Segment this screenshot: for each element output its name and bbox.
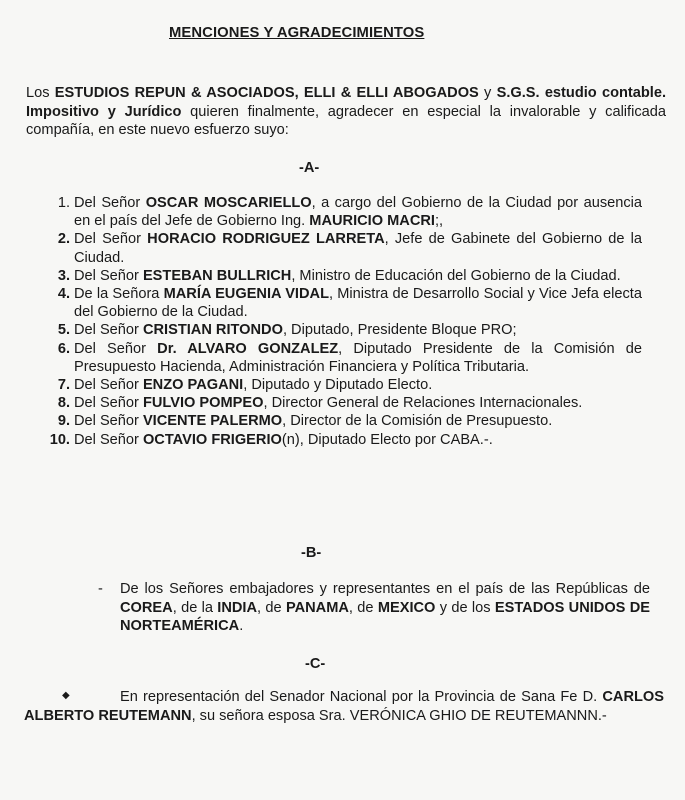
item-text: Del Señor xyxy=(74,322,143,339)
bullet-mark: ◆ xyxy=(62,690,70,701)
item-text: Del Señor xyxy=(74,195,146,211)
intro-text-3: quieren finalmente, agradecer en especial la invalorable y calificada compañía, en este nuevo esfuerzo suyo: xyxy=(26,103,666,138)
intro-firms: ESTUDIOS REPUN & ASOCIADOS, ELLI & ELLI ABOGADOS xyxy=(54,85,479,101)
section-b-heading: -B- xyxy=(301,545,322,561)
item-text: Del Señor xyxy=(74,413,143,430)
section-b-text: y de los xyxy=(435,599,495,616)
list-item xyxy=(22,431,672,449)
country-name: COREA xyxy=(120,599,173,616)
item-number: 4. xyxy=(57,286,70,303)
item-text: ;, xyxy=(434,213,444,230)
list-item xyxy=(22,285,672,321)
item-name: FULVIO POMPEO xyxy=(142,395,264,412)
section-c-paragraph xyxy=(24,688,664,726)
item-name-2: MAURICIO MACRI xyxy=(309,213,435,230)
intro-text-2: y xyxy=(478,85,497,101)
item-name: OCTAVIO FRIGERIO xyxy=(142,431,282,448)
item-number: 2. xyxy=(57,231,70,248)
item-name: ESTEBAN BULLRICH xyxy=(142,267,292,284)
item-text: , Director General de Relaciones Internacionales. xyxy=(263,395,583,412)
item-name: ENZO PAGANI xyxy=(142,377,244,394)
section-b-text: , de xyxy=(348,599,378,616)
item-number: 5. xyxy=(57,322,70,339)
document-title: MENCIONES Y AGRADECIMIENTOS xyxy=(169,25,425,41)
section-b-text: , de la xyxy=(172,599,218,616)
item-text: , Diputado y Diputado Electo. xyxy=(243,377,433,394)
list-item xyxy=(22,394,672,412)
item-number: 8. xyxy=(57,395,70,412)
item-text: (n), Diputado Electo por CABA.-. xyxy=(281,431,493,448)
section-b-paragraph xyxy=(98,580,650,636)
item-text: Del Señor xyxy=(74,231,148,248)
section-a-heading: -A- xyxy=(299,160,320,176)
item-number: 9. xyxy=(57,413,70,430)
item-text: , a cargo del Gobierno de la Ciudad por ausencia en el país del Jefe de Gobierno Ing. xyxy=(74,195,642,230)
item-text: Del Señor xyxy=(74,267,143,284)
item-name: OSCAR MOSCARIELLO xyxy=(145,195,312,211)
intro-paragraph xyxy=(26,84,666,140)
country-name: ESTADOS UNIDOS DE NORTEAMÉRICA xyxy=(120,599,650,634)
item-number: 6. xyxy=(57,340,70,357)
section-c-text: En representación del Senador Nacional por la Provincia de Sana Fe D. xyxy=(120,689,603,705)
item-name: CRISTIAN RITONDO xyxy=(142,322,283,339)
item-text: , Diputado Presidente de la Comisión de Presupuesto Hacienda, Administración Financiera y Política Tributaria. xyxy=(74,340,642,375)
item-name: VICENTE PALERMO xyxy=(142,413,283,430)
list-item xyxy=(22,194,672,230)
list-item xyxy=(22,230,672,266)
list-item xyxy=(22,267,672,285)
acknowledgements-list xyxy=(22,194,672,449)
section-b-text: , de xyxy=(257,599,286,616)
list-item xyxy=(22,376,672,394)
item-text: Del Señor xyxy=(74,395,143,412)
list-item xyxy=(22,340,672,376)
item-text: , Diputado, Presidente Bloque PRO; xyxy=(282,322,517,339)
intro-firm-sgs: S.G.S. estudio contable. Impositivo y Jurídico xyxy=(26,85,667,120)
section-b-text: . xyxy=(239,618,244,634)
country-name: PANAMA xyxy=(285,599,349,616)
item-name: HORACIO RODRIGUEZ LARRETA xyxy=(147,231,385,248)
item-number: 7. xyxy=(57,377,70,394)
country-name: MEXICO xyxy=(377,599,436,616)
senator-name: CARLOS ALBERTO REUTEMANN xyxy=(24,689,664,724)
bullet-dash: - xyxy=(98,581,103,597)
item-text: , Jefe de Gabinete del Gobierno de la Ciudad. xyxy=(74,231,642,266)
item-number: 3. xyxy=(57,267,70,284)
list-item xyxy=(22,412,672,430)
section-c-text: , su señora esposa Sra. VERÓNICA GHIO DE REUTEMANNN.- xyxy=(191,708,607,724)
item-text: , Director de la Comisión de Presupuesto. xyxy=(282,413,553,430)
list-item xyxy=(22,321,672,339)
item-text: Del Señor xyxy=(74,431,143,448)
item-name: MARÍA EUGENIA VIDAL xyxy=(163,286,329,303)
section-b-text: De los Señores embajadores y representantes en el país de las Repúblicas de xyxy=(120,581,650,597)
section-c-heading: -C- xyxy=(305,656,326,672)
item-text: Del Señor xyxy=(74,377,143,394)
item-number: 10. xyxy=(49,431,70,448)
country-name: INDIA xyxy=(217,599,258,616)
item-text: De la Señora xyxy=(74,286,164,303)
item-text: , Ministra de Desarrollo Social y Vice Jefa electa del Gobierno de la Ciudad. xyxy=(74,286,642,321)
item-text: Del Señor xyxy=(74,340,158,357)
item-name: Dr. ALVARO GONZALEZ xyxy=(157,340,339,357)
item-number: 1. xyxy=(57,195,70,211)
item-text: , Ministro de Educación del Gobierno de la Ciudad. xyxy=(291,267,621,284)
intro-text-1: Los xyxy=(26,85,55,101)
